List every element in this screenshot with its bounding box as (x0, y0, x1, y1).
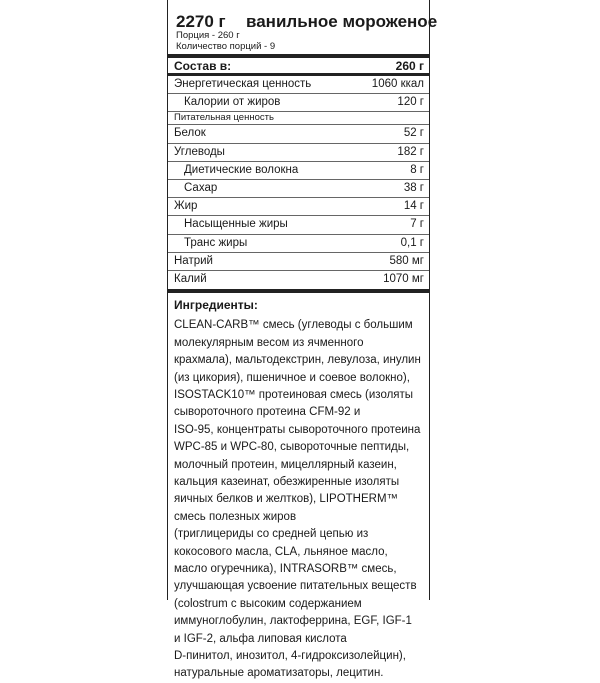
servings-count: Количество порций - 9 (176, 41, 276, 52)
nutrient-table (168, 76, 429, 293)
nutrient-row (168, 162, 429, 180)
ingredient-line: D-пинитол, инозитол, 4-гидроксизолейцин), (174, 650, 406, 662)
label-header (168, 0, 438, 58)
composition-amount: 260 г (395, 59, 424, 73)
ingredients-text (174, 317, 425, 683)
ingredients-section (168, 293, 429, 683)
nutrient-row (168, 180, 429, 198)
ingredient-line: ISOSTACK10™ протеиновая смесь (изоляты (174, 388, 414, 401)
nutrient-value: 7 г (410, 218, 424, 231)
ingredient-line: иммуноглобулин, лактоферрина, EGF, IGF-1 (174, 615, 412, 628)
nutrient-name: Натрий (174, 254, 213, 267)
ingredients-title: Ингредиенты: (174, 297, 258, 312)
nutrient-value: 182 г (397, 145, 424, 158)
nutrient-row (168, 271, 429, 293)
nutrient-value: 1070 мг (383, 272, 424, 285)
nutrient-row (168, 144, 429, 162)
ingredient-line: улучшающая усвоение питательных веществ (174, 580, 417, 593)
ingredient-line: CLEAN-CARB™ смесь (углеводы с большим (174, 319, 413, 332)
nutrient-name: Питательная ценность (174, 112, 274, 124)
nutrient-row (168, 216, 429, 234)
ingredient-line: яичных белков и желтков), LIPOTHERM™ (174, 493, 399, 506)
nutrient-name: Калий (174, 272, 207, 285)
ingredient-line: ISO-95, концентраты сывороточного протеина (174, 423, 421, 436)
nutrient-name: Насыщенные жиры (184, 218, 288, 231)
nutrient-value: 14 г (403, 200, 424, 213)
nutrient-value: 120 г (397, 96, 424, 109)
nutrient-name: Транс жиры (184, 236, 248, 249)
nutrient-name: Углеводы (174, 145, 225, 158)
ingredient-line: крахмала), мальтодекстрин, левулоза, инулин (174, 354, 421, 367)
nutrient-row (168, 198, 429, 216)
nutrient-name: Жир (174, 200, 198, 213)
nutrient-name: Сахар (184, 181, 218, 194)
nutrient-row (168, 112, 429, 125)
ingredient-line: молочный протеин, мицеллярный казеин, (174, 458, 397, 471)
nutrient-value: 580 мг (389, 254, 424, 267)
nutrient-name: Энергетическая ценность (174, 78, 312, 90)
ingredient-line: натуральные ароматизаторы, лецитин. (174, 667, 384, 680)
ingredient-line: сывороточного протеина CFM-92 и (174, 406, 361, 419)
nutrient-name: Белок (174, 127, 206, 140)
nutrient-row (168, 94, 429, 112)
ingredient-line: (colostrum с высоким содержанием (174, 597, 362, 610)
ingredient-line: (из цикория), пшеничное и соевое волокно), (174, 371, 410, 384)
nutrient-value: 0,1 г (400, 236, 424, 249)
product-flavor: ванильное мороженое (246, 12, 438, 31)
ingredient-line: смесь полезных жиров (174, 510, 297, 523)
nutrient-row (168, 125, 429, 143)
nutrient-value: 8 г (410, 163, 424, 176)
ingredient-line: WPC-85 и WPC-80, сывороточные пептиды, (174, 441, 410, 454)
nutrient-name: Диетические волокна (184, 163, 299, 176)
composition-label: Состав в: (174, 59, 232, 73)
ingredient-line: масло огуречника), INTRASORB™ смесь, (174, 562, 397, 575)
serving-size: Порция - 260 г (176, 30, 240, 41)
nutrient-row (168, 253, 429, 271)
ingredient-line: (триглицериды со средней цепью из (174, 528, 369, 541)
ingredient-line: кальция казеинат, обезжиренные изоляты (174, 475, 400, 488)
ingredient-line: кокосового масла, CLA, льняное масло, (174, 545, 388, 558)
nutrient-name: Калории от жиров (184, 96, 281, 109)
ingredient-line: и IGF-2, альфа липовая кислота (174, 632, 347, 645)
nutrient-value: 52 г (403, 127, 424, 140)
product-weight: 2270 г (176, 12, 226, 31)
ingredient-line: молекулярным весом из ячменного (174, 336, 364, 349)
composition-row (168, 58, 429, 76)
nutrition-label (167, 0, 438, 680)
nutrient-row (168, 235, 429, 253)
nutrient-value: 1060 ккал (371, 78, 424, 90)
nutrient-value: 38 г (403, 181, 424, 194)
nutrient-row (168, 76, 429, 94)
